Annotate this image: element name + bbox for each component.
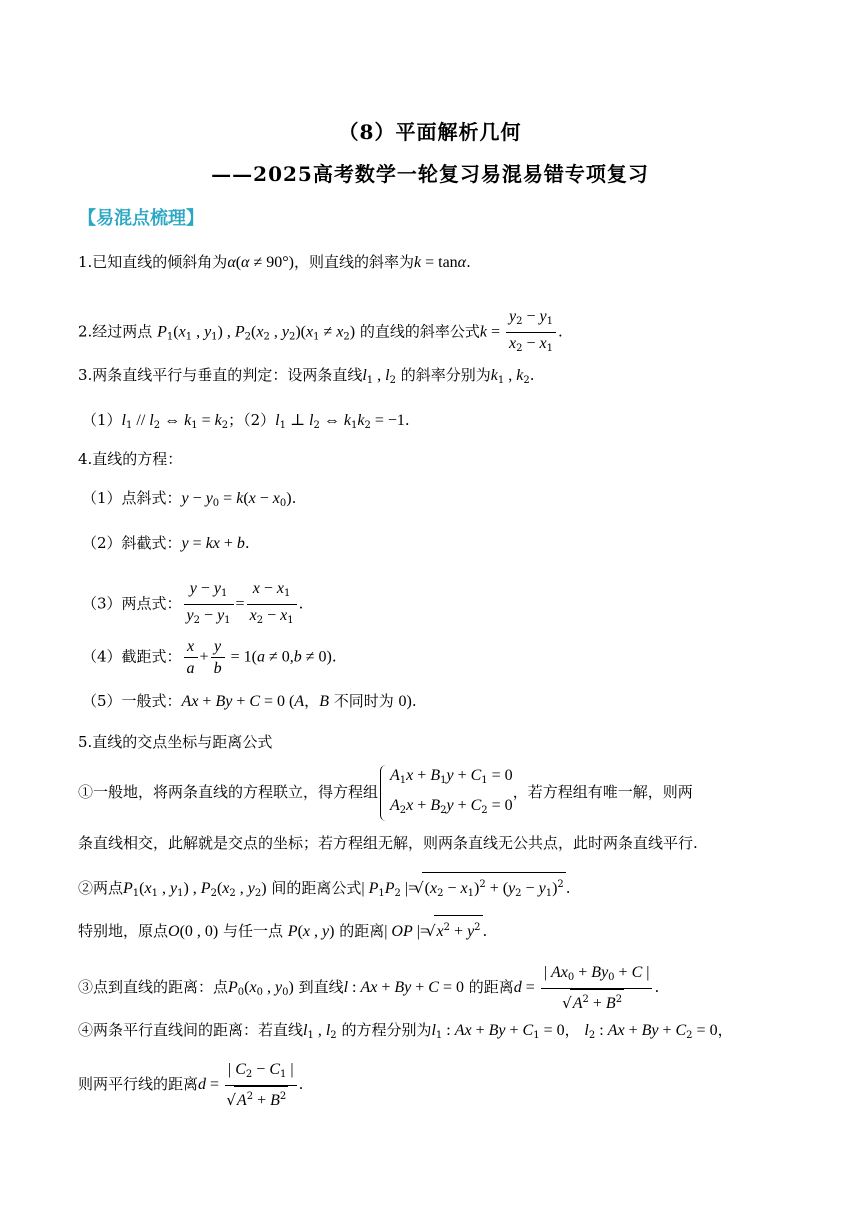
item-5-3: ③点到直线的距离：点$P_0(x_0$ , $y_0$) 到直线l : Ax + By + C = 0 的距离d = | $Ax_0 + By_0 + C$ | √ $A^2 + B^2$ . — [78, 962, 659, 1014]
intercept-form: （4）截距式： $\frac{x}{a}$ + $\frac{y}{b}$ = 1(a ≠ 0,b ≠ 0). — [82, 638, 337, 677]
item-4: 4.直线的方程： — [78, 450, 183, 468]
parallel-distance-fraction: | $C_2 - C_1$ | √ $A^2 + B^2$ — [225, 1059, 297, 1111]
item-5-2-origin: 特别地，原点O(0 , 0) 与任一点 P(x , y) 的距离| OP |= √ $x^2 + y^2$ . — [78, 915, 487, 944]
item-5-2: ②两点$P_1(x_1$ , $y_1$) , $P_2(x_2$ , $y_2$) 间的距离公式| $P_1P_2$ |= √ $(x_2 - x_1)^2 + (y_2 - y_1)^2$ . — [78, 872, 571, 906]
point-line-distance-fraction: | $Ax_0 + By_0 + C$ | √ $A^2 + B^2$ — [541, 962, 653, 1014]
item-3: 3.两条直线平行与垂直的判定：设两条直线$l_1$ , $l_2$ 的斜率分别为$k_1$ , $k_2$. — [78, 366, 535, 386]
two-point-form: （3）两点式： $\frac{y - y_1}{y_2 - y_1}$ = $\frac{x - x_1}{x_2 - x_1}$ . — [82, 580, 304, 626]
slope-fraction: $\frac{y_2 - y_1}{x_2 - x_1}$ — [506, 306, 556, 359]
item-5-4-line1: ④两条平行直线间的距离：若直线$l_1$ , $l_2$ 的方程分别为$l_1$ : $Ax + By + C_1 = 0$， $l_2$ : $Ax + By + C_2 = 0$， — [78, 1021, 733, 1041]
item-5-4-line2: 则两平行线的距离d = | $C_2 - C_1$ | √ $A^2 + B^2$ . — [78, 1059, 303, 1111]
document-title: （8）平面解析几何 — [338, 120, 522, 144]
item-5: 5.直线的交点坐标与距离公式 — [78, 733, 273, 751]
item-2: 2.经过两点 $P_1(x_1$ , $y_1$) , $P_2(x_2$ , $y_2)(x_1 \ne x_2)$ 的直线的斜率公式k = $\frac{y_2 - y_1}{x_2 - x_1}$ . — [78, 306, 563, 359]
equation-system: $A_1x + B_1y + C_1 = 0$ $A_2x + B_2y + C_2 = 0$ — [378, 763, 513, 823]
item-3-criteria: $(1)l_1 // l_2$ ⇔ $k_1 = k_2$；$(2)l_1$ ⊥ $l_2$ ⇔ $k_1k_2 = -1$. — [82, 411, 410, 431]
slope-intercept-form: （2）斜截式：y = kx + b. — [82, 534, 250, 552]
general-form: （5）一般式：Ax + By + C = 0 (A，B 不同时为 0). — [82, 692, 417, 710]
section-heading: 【易混点梳理】 — [78, 208, 204, 229]
item-5-1-line1: ①一般地，将两条直线的方程联立，得方程组 $A_1x + B_1y + C_1 = 0$ $A_2x + B_2y + C_2 = 0$ ，若方程组有唯一解，则两 — [78, 763, 693, 823]
item-1: 1.已知直线的倾斜角为α(α ≠ 90°)，则直线的斜率为k = tanα. — [78, 253, 471, 271]
item-5-1-line2: 条直线相交，此解就是交点的坐标；若方程组无解，则两条直线无公共点，此时两条直线平行. — [78, 834, 698, 852]
document-subtitle: ——2025高考数学一轮复习易混易错专项复习 — [211, 162, 649, 186]
point-slope-form: （1）点斜式：$y - y_0 = k(x - x_0)$. — [82, 489, 297, 509]
